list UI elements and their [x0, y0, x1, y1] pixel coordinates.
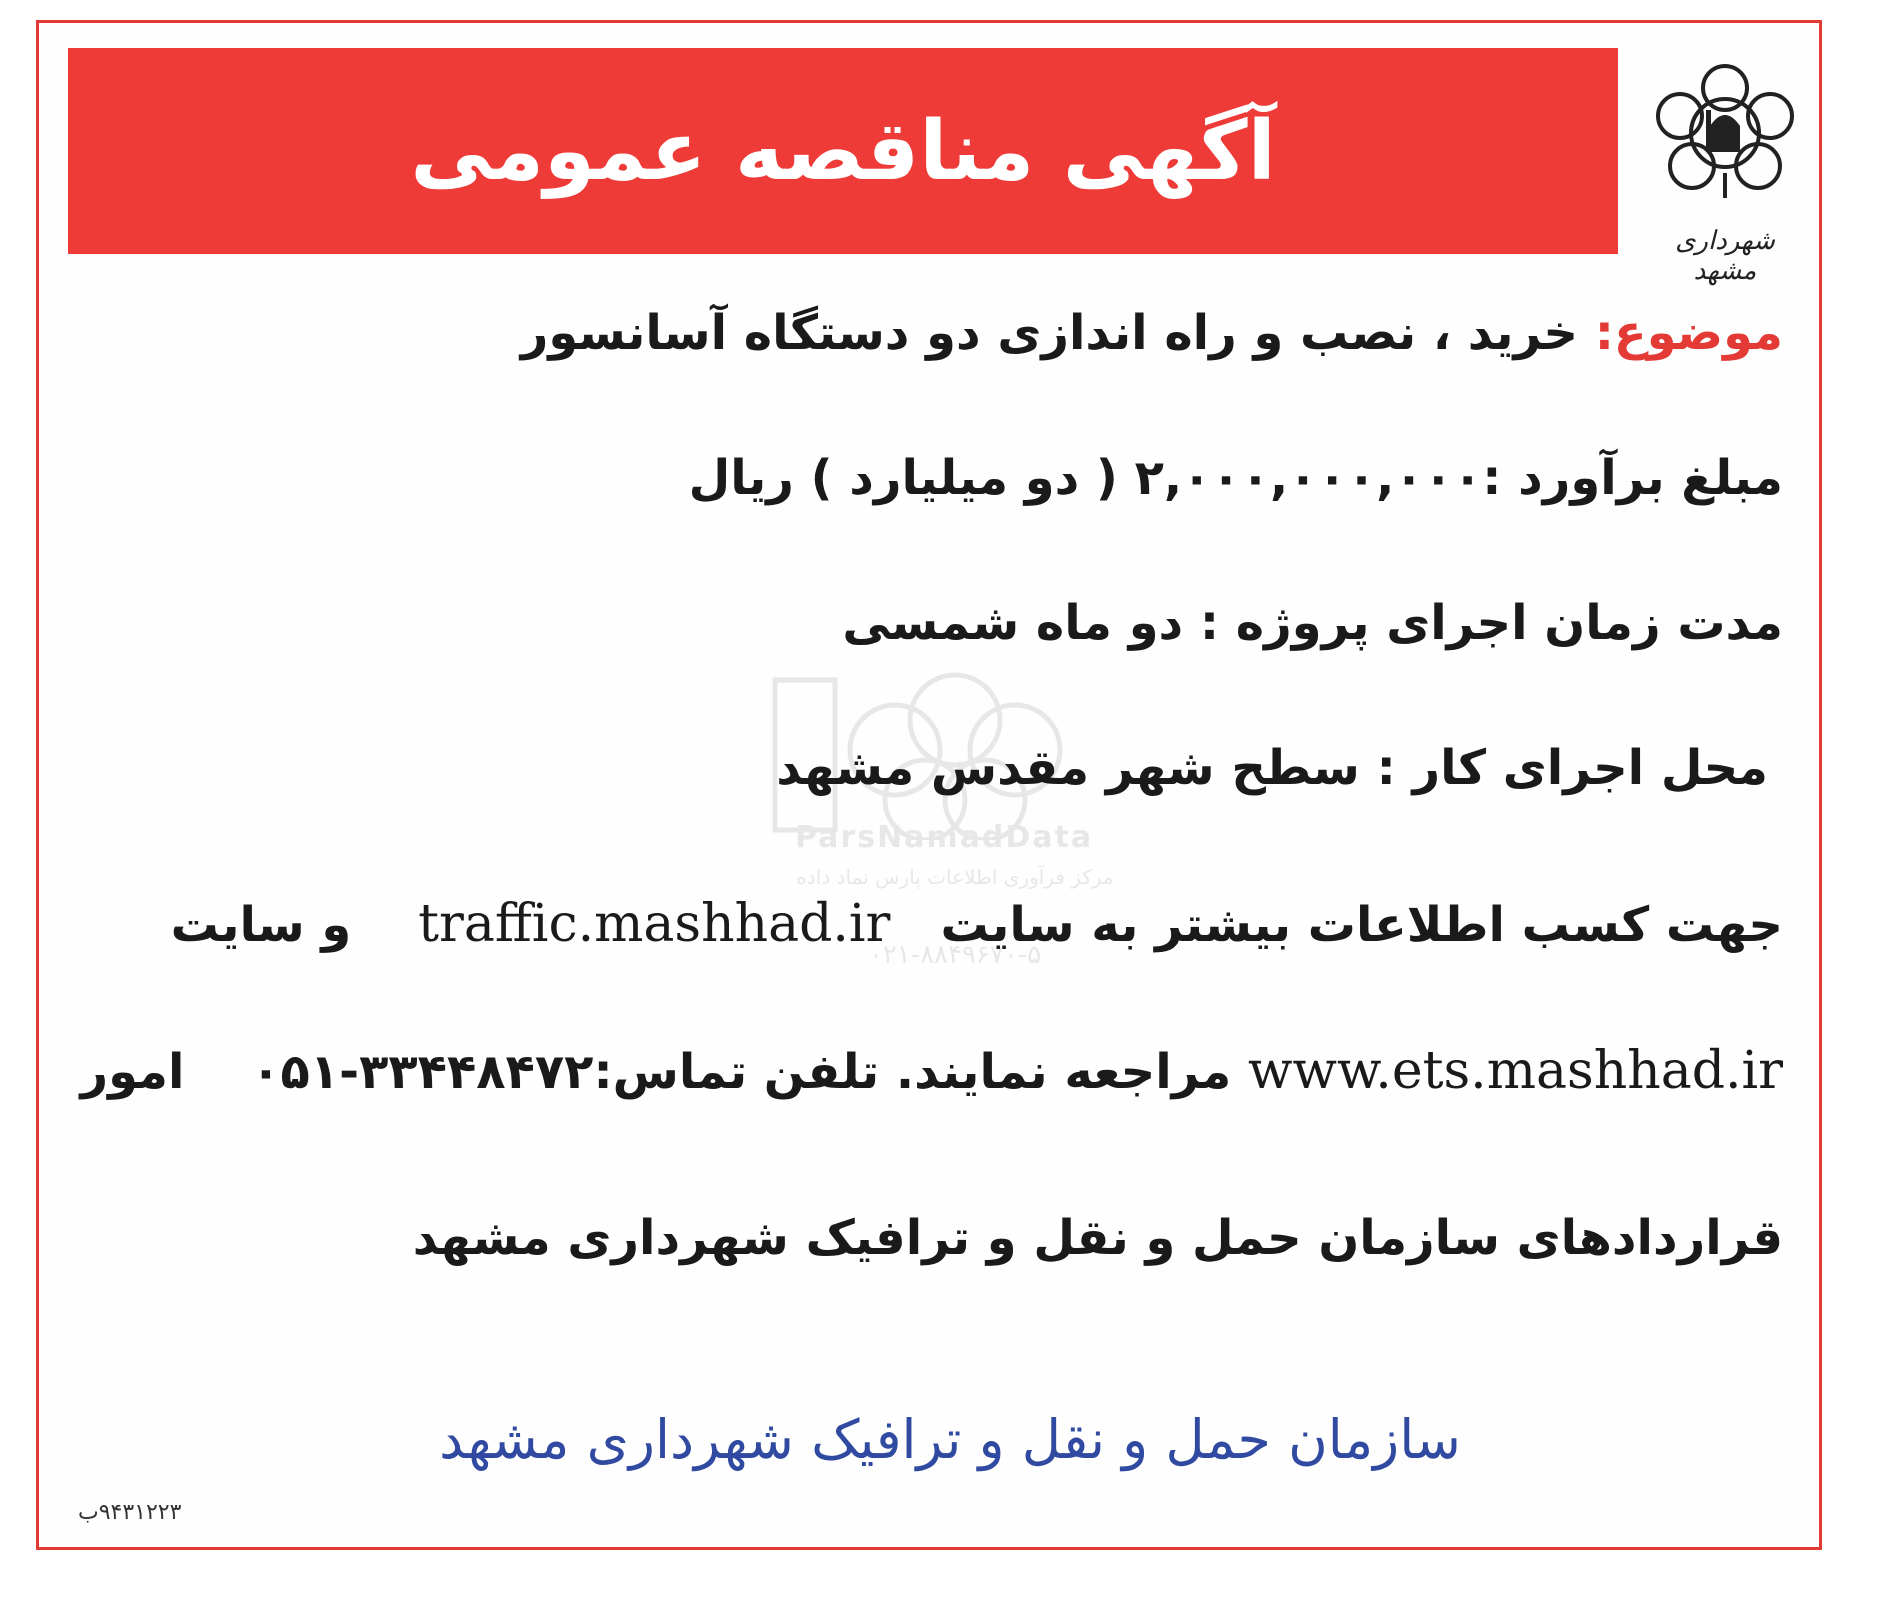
contact-line — [81, 1040, 1784, 1102]
last-line: قراردادهای سازمان حمل و نقل و ترافیک شهرداری مشهد — [412, 1210, 1783, 1266]
location-line: محل اجرای کار : سطح شهر مقدس مشهد — [776, 740, 1768, 796]
mashhad-municipality-logo — [1640, 48, 1810, 286]
watermark-subtitle: مرکز فرآوری اطلاعات پارس نماد داده — [796, 865, 1114, 889]
subject-line — [521, 305, 1783, 363]
estimate-line: مبلغ برآورد :۲,۰۰۰,۰۰۰,۰۰۰ ( دو میلیارد ) ریال — [688, 450, 1783, 506]
municipality-emblem-icon — [1640, 48, 1810, 218]
info-and-site: و سایت — [170, 897, 352, 953]
logo-caption: شهرداری مشهد — [1675, 226, 1775, 286]
subject-text: خرید ، نصب و راه اندازی دو دستگاه آسانسور — [520, 305, 1578, 361]
watermark-brand: ParsNamadData — [795, 820, 1094, 855]
duration-line: مدت زمان اجرای پروژه : دو ماه شمسی — [842, 595, 1783, 651]
contact-text: مراجعه نمایند. تلفن تماس:۳۳۴۴۸۴۷۲-۰۵۱ — [251, 1044, 1232, 1100]
page-title: آگهی مناقصه عمومی — [410, 103, 1276, 199]
title-banner — [68, 48, 1618, 254]
info-text: جهت کسب اطلاعات بیشتر به سایت — [940, 897, 1783, 953]
ad-code: ۹۴۳۱۲۲۳ب — [78, 1500, 182, 1525]
contact-tail: امور — [80, 1044, 185, 1100]
watermark-phone: ۰۲۱-۸۸۴۹۶۷۰-۵ — [868, 940, 1042, 970]
site-link-traffic[interactable]: traffic.mashhad.ir — [418, 894, 891, 954]
info-line — [171, 893, 1783, 955]
organization-signature: سازمان حمل و نقل و ترافیک شهرداری مشهد — [439, 1408, 1461, 1471]
site-link-ets[interactable]: www.ets.mashhad.ir — [1247, 1041, 1783, 1101]
subject-label: موضوع: — [1594, 305, 1783, 361]
